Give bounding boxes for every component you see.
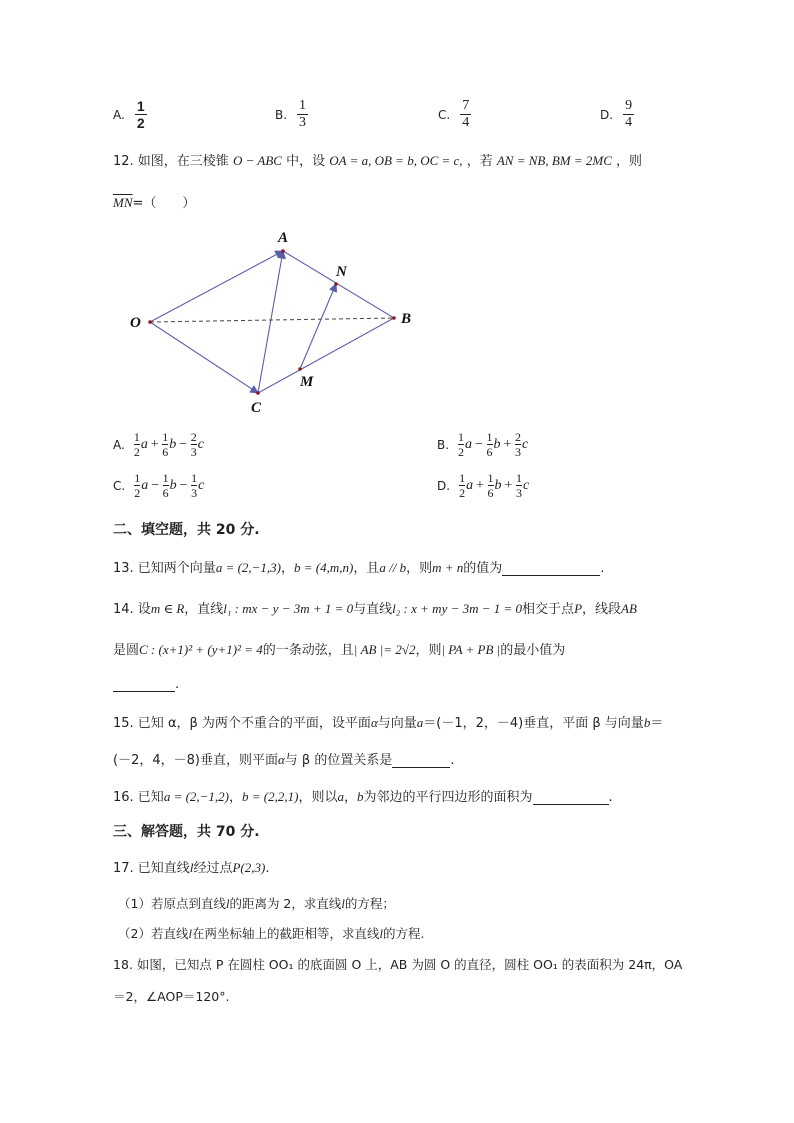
option-label: B. bbox=[437, 437, 450, 452]
q16-b: b bbox=[357, 789, 364, 804]
q11-option-b[interactable] bbox=[275, 98, 308, 131]
q17-line: l bbox=[379, 927, 383, 941]
q17-text: 经过点 bbox=[193, 861, 233, 876]
point-M bbox=[298, 367, 302, 371]
q16-answer-blank[interactable] bbox=[533, 804, 609, 805]
q15-answer-blank[interactable] bbox=[392, 767, 450, 768]
edge-OB-hidden bbox=[150, 318, 394, 322]
q11-option-c[interactable] bbox=[438, 98, 471, 131]
q17-line: l bbox=[189, 860, 194, 875]
q11-option-d[interactable] bbox=[600, 98, 634, 131]
q14-circle: C : (x+1)² + (y+1)² = 4 bbox=[139, 642, 263, 657]
label-C: C bbox=[251, 400, 262, 416]
q16-a: a bbox=[337, 789, 344, 804]
point-B bbox=[392, 316, 396, 320]
q17-text: 的距离为 2，求直线 bbox=[229, 896, 342, 911]
option-label: C. bbox=[438, 107, 451, 122]
q11-option-a[interactable] bbox=[113, 98, 147, 131]
q16-text: 为邻边的平行四边形的面积为 bbox=[363, 790, 533, 805]
q14-text: . bbox=[175, 677, 180, 692]
vector-MN bbox=[300, 284, 336, 369]
q12-text: 中，设 bbox=[286, 154, 326, 169]
q13-parallel: a // b bbox=[379, 560, 407, 575]
edge-OC bbox=[150, 322, 258, 393]
option-label: B. bbox=[275, 107, 288, 122]
option-label: D. bbox=[600, 107, 614, 122]
q17-line: l bbox=[188, 927, 192, 941]
q14-text: ，则 bbox=[415, 643, 442, 658]
q14-text: 相交于点 bbox=[522, 602, 575, 617]
option-expression: 1 2 a − $\frac{1}{6}$ b + $\frac{2}{3}$ c bbox=[458, 430, 529, 459]
q15-line1 bbox=[113, 712, 663, 731]
q14-text: 与直线 bbox=[353, 602, 393, 617]
q14-line2 bbox=[113, 639, 565, 658]
q16-vector-b: b = (2,2,1) bbox=[242, 789, 299, 804]
section3-heading: 三、解答题，共 70 分. bbox=[113, 824, 260, 840]
option-fraction: $\frac{1}{3}$ bbox=[299, 98, 307, 130]
q13-text: 的值为 bbox=[463, 561, 503, 576]
q14-vector-sum: | PA + PB | bbox=[441, 642, 501, 657]
option-expression: 1 2 a + $\frac{1}{6}$ b + $\frac{1}{3}$ c bbox=[459, 471, 530, 500]
label-M: M bbox=[300, 374, 314, 390]
edge-CA bbox=[258, 251, 283, 393]
q12-text: ，则 bbox=[616, 154, 643, 169]
q14-answer-blank[interactable] bbox=[113, 691, 175, 692]
q14-text: 的一条动弦，且 bbox=[262, 643, 354, 658]
point-O bbox=[148, 320, 152, 324]
q17-line: l bbox=[225, 897, 230, 911]
q14-expr: m ∈ R bbox=[150, 601, 185, 616]
q17-text: 的方程. bbox=[382, 926, 425, 941]
q15-vector-b: b bbox=[643, 715, 651, 730]
option-fraction: $\frac{7}{4}$ bbox=[462, 98, 470, 130]
q14-chord: | AB |= 2√2 bbox=[353, 642, 416, 657]
point-C bbox=[256, 391, 260, 395]
q14-text: 是圆 bbox=[113, 643, 140, 658]
q17-part2 bbox=[118, 924, 424, 942]
q14-text: ，直线 bbox=[184, 602, 224, 617]
q14-point: P bbox=[574, 601, 583, 616]
edge-CB bbox=[258, 318, 394, 393]
option-fraction: $\frac{9}{4}$ bbox=[625, 98, 633, 130]
option-expression: 1 2 a + $\frac{1}{6}$ b − $\frac{2}{3}$ c bbox=[133, 430, 204, 459]
option-label: A. bbox=[113, 437, 125, 452]
q13-text: ， bbox=[281, 561, 295, 576]
q14-text: 14. 设 bbox=[113, 602, 151, 617]
q12-stem bbox=[113, 150, 642, 169]
q16-text: ，则以 bbox=[298, 790, 338, 805]
option-expression: 1 2 a − $\frac{1}{6}$ b − $\frac{1}{3}$ c bbox=[134, 471, 205, 500]
q18-line2: ＝2，∠AOP＝120°. bbox=[113, 989, 230, 1004]
q17 bbox=[113, 857, 269, 876]
q17-point: P(2,3) bbox=[232, 860, 266, 875]
q15-text: . bbox=[450, 753, 455, 768]
q12-text: 12. 如图，在三棱锥 bbox=[113, 154, 229, 169]
q17-text: . bbox=[265, 861, 270, 876]
q16-vector-a: a = (2,−1,2) bbox=[163, 789, 230, 804]
q13-answer-blank[interactable] bbox=[502, 575, 600, 576]
q12-expr-conditions: AN = NB, BM = 2MC bbox=[496, 153, 612, 168]
q12-expr-pyramid: O − ABC bbox=[232, 153, 282, 168]
q15-text: 与向量 bbox=[377, 716, 417, 731]
q15-vector-a: a bbox=[416, 715, 424, 730]
q12-option-a[interactable] bbox=[113, 430, 204, 459]
q14-text: ，线段 bbox=[582, 602, 622, 617]
q16-text: . bbox=[608, 790, 613, 805]
label-B: B bbox=[401, 311, 412, 327]
edge-AB bbox=[283, 251, 394, 318]
q12-option-d[interactable] bbox=[437, 471, 529, 500]
q13 bbox=[113, 557, 604, 576]
q17-part1 bbox=[118, 894, 395, 912]
q12-text: ，若 bbox=[466, 154, 493, 169]
q13-expr: m + n bbox=[432, 560, 464, 575]
q13-vector-b: b = (4,m,n) bbox=[294, 560, 354, 575]
q13-text: ，且 bbox=[353, 561, 380, 576]
q16-text: 16. 已知 bbox=[113, 790, 164, 805]
q17-text: 在两坐标轴上的截距相等，求直线 bbox=[191, 926, 380, 941]
q16-text: ， bbox=[229, 790, 243, 805]
q12-text: =（ ） bbox=[132, 196, 196, 211]
q18-line1: 18. 如图，已知点 P 在圆柱 OO₁ 的底面圆 O 上，AB 为圆 O 的直径，圆柱 OO₁ 的表面积为 24π，OA bbox=[113, 957, 683, 972]
q14-text: 的最小值为 bbox=[500, 643, 566, 658]
q17-text: 的方程； bbox=[344, 896, 395, 911]
q15-line2 bbox=[113, 749, 455, 768]
option-fraction: $\frac{1}{2}$ bbox=[136, 98, 145, 131]
q15-text: 15. 已知 α，β 为两个不重合的平面，设平面 bbox=[113, 716, 371, 731]
q16 bbox=[113, 786, 613, 805]
q15-text: 与 β 的位置关系是 bbox=[284, 753, 393, 768]
option-label: D. bbox=[437, 478, 451, 493]
q13-text: ，则 bbox=[406, 561, 433, 576]
q15-text: ＝ bbox=[650, 716, 664, 731]
q15-plane: α bbox=[277, 752, 285, 767]
q13-text: . bbox=[600, 561, 605, 576]
point-N bbox=[334, 282, 338, 286]
q13-vector-a: a = (2,−1,3) bbox=[215, 560, 282, 575]
q12-expr-mn: $\overline{MN}$ bbox=[113, 195, 133, 210]
q17-text: （1）若原点到直线 bbox=[118, 896, 226, 911]
q17-text: 17. 已知直线 bbox=[113, 861, 190, 876]
q16-text: ， bbox=[343, 790, 357, 805]
label-A: A bbox=[278, 230, 289, 246]
point-A bbox=[281, 249, 285, 253]
q15-text: ＝(－1，2，－4)垂直，平面 β 与向量 bbox=[423, 716, 644, 731]
option-label: C. bbox=[113, 478, 126, 493]
q17-line: l bbox=[341, 897, 345, 911]
q12-expr-vectors: OA = a, OB = b, OC = c, bbox=[329, 153, 463, 168]
q14-line3 bbox=[113, 677, 179, 692]
q17-text: （2）若直线 bbox=[118, 926, 189, 941]
q15-plane: α bbox=[370, 715, 378, 730]
q14-line1 bbox=[113, 598, 637, 617]
q14-line-l1: l₁ : mx − y − 3m + 1 = 0 bbox=[223, 601, 354, 616]
section2-heading: 二、填空题，共 20 分. bbox=[113, 522, 260, 538]
option-label: A. bbox=[113, 107, 125, 122]
q14-segment: AB bbox=[621, 601, 637, 616]
q13-text: 13. 已知两个向量 bbox=[113, 561, 216, 576]
q15-text: (－2，4，－8)垂直，则平面 bbox=[113, 753, 278, 768]
q12-stem-line2 bbox=[113, 192, 195, 211]
label-N: N bbox=[336, 264, 347, 280]
edge-OA bbox=[150, 251, 283, 322]
q14-line-l2: l₂ : x + my − 3m − 1 = 0 bbox=[392, 601, 523, 616]
q12-option-c[interactable] bbox=[113, 471, 204, 500]
q12-option-b[interactable] bbox=[437, 430, 528, 459]
label-O: O bbox=[130, 315, 141, 331]
pyramid-figure bbox=[120, 222, 430, 422]
